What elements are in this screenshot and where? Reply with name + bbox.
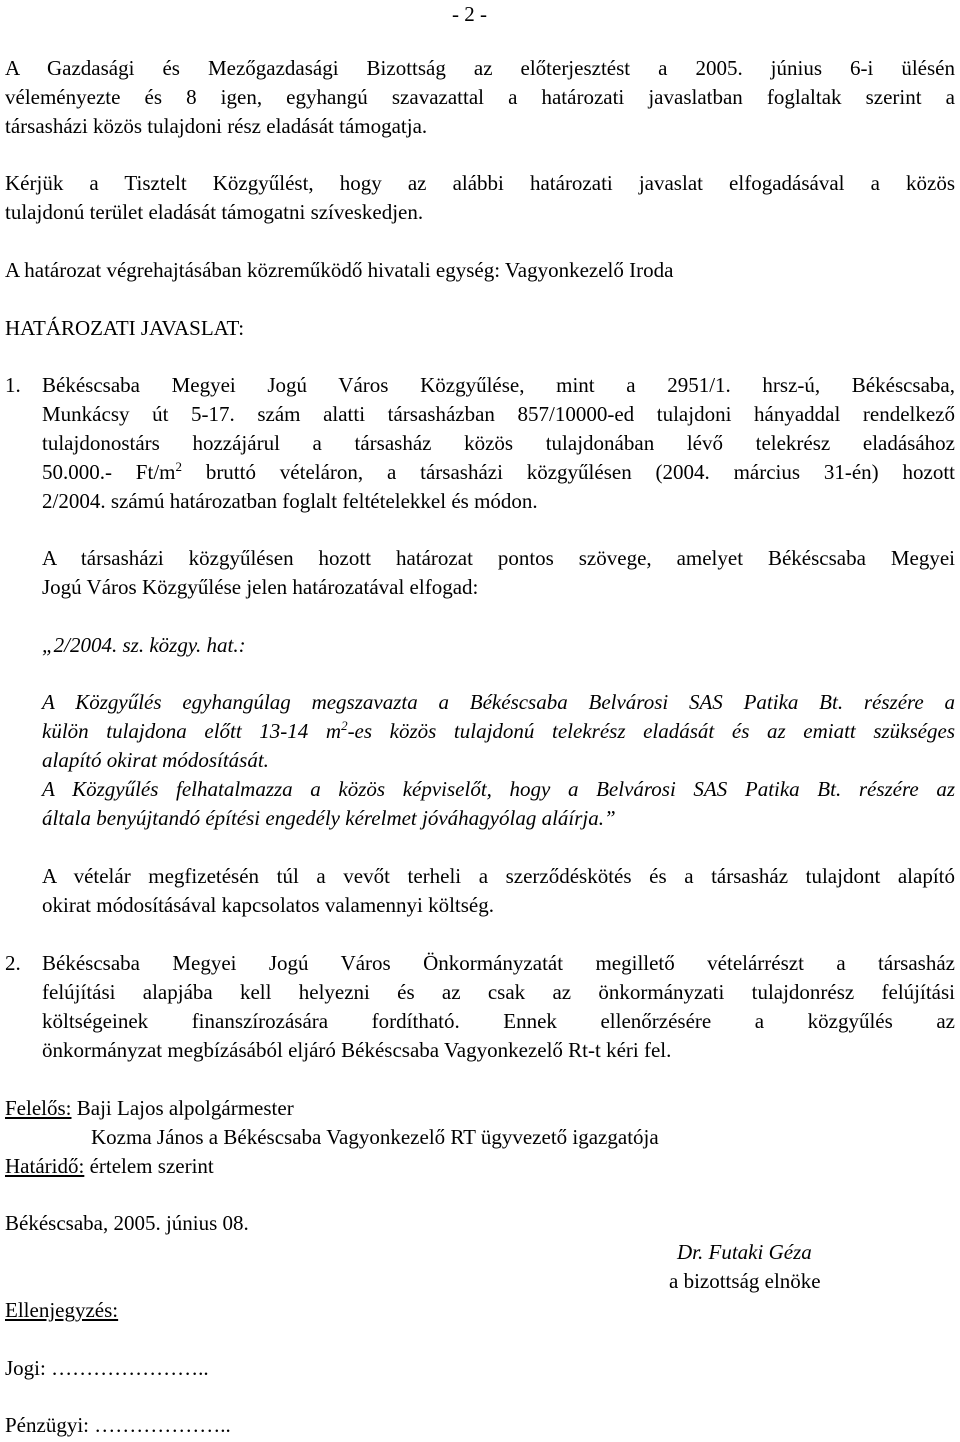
- item-1-number: 1.: [5, 373, 21, 397]
- deadline-line: [5, 1152, 214, 1180]
- responsible-value-1: Baji Lajos alpolgármester: [71, 1096, 294, 1120]
- item-2-line-4: önkormányzat megbízásából eljáró Békéscsaba Vagyonkezelő Rt-t kéri fel.: [42, 1038, 672, 1062]
- signatory-name: Dr. Futaki Géza: [677, 1240, 812, 1264]
- costs-line-1: A vételár megfizetésén túl a vevőt terheli a szerződéskötés és a társasház tulajdont alapító: [42, 864, 955, 888]
- quote-line-5: általa benyújtandó építési engedély kérelmet jóváhagyólag aláírja.”: [42, 806, 616, 830]
- quote-line-2-text-a: külön tulajdona előtt 13-14 m: [42, 719, 342, 743]
- square-exponent: 2: [175, 459, 182, 474]
- item-2-number: 2.: [5, 951, 21, 975]
- countersign-legal: Jogi: …………………..: [5, 1356, 209, 1380]
- quote-line-4: A Közgyűlés felhatalmazza a közös képviselőt, hogy a Belvárosi SAS Patika Bt. részére az: [42, 777, 955, 801]
- resolution-intro-line-1: A társasházi közgyűlésen hozott határozat pontos szövege, amelyet Békéscsaba Megyei: [42, 546, 955, 570]
- countersign-financial: Pénzügyi: ………………..: [5, 1413, 231, 1437]
- square-exponent: 2: [341, 718, 348, 733]
- costs-line-2: okirat módosításával kapcsolatos valamennyi költség.: [42, 893, 494, 917]
- responsible-line: [5, 1094, 294, 1122]
- place-date: Békéscsaba, 2005. június 08.: [5, 1211, 249, 1235]
- responsible-value-2: Kozma János a Békéscsaba Vagyonkezelő RT ügyvezető igazgatója: [91, 1125, 659, 1149]
- executor-line: A határozat végrehajtásában közreműködő hivatali egység: Vagyonkezelő Iroda: [5, 258, 674, 282]
- request-line-2: tulajdonú terület eladását támogatni szíveskedjen.: [5, 200, 424, 224]
- deadline-label: Határidő:: [5, 1154, 85, 1178]
- quote-line-1: A Közgyűlés egyhangúlag megszavazta a Békéscsaba Belvárosi SAS Patika Bt. részére a: [42, 690, 955, 714]
- quote-line-3: alapító okirat módosítását.: [42, 748, 269, 772]
- item-1-line-4: [42, 458, 955, 486]
- proposal-heading: HATÁROZATI JAVASLAT:: [5, 316, 245, 340]
- intro-line-3: társasházi közös tulajdoni rész eladását támogatja.: [5, 114, 428, 138]
- item-2-line-1: Békéscsaba Megyei Jogú Város Önkormányzatát megillető vételárrészt a társasház: [42, 951, 955, 975]
- quote-line-2-text-b: -es közös tulajdonú telekrész eladását és az emiatt szükséges: [347, 719, 955, 743]
- quote-line-2: [42, 717, 955, 745]
- signatory-title: a bizottság elnöke: [669, 1269, 821, 1293]
- item-1-line-2: Munkácsy út 5-17. szám alatti társasházban 857/10000-ed tulajdoni hányaddal rendelkező: [42, 402, 955, 426]
- item-2-line-2: felújítási alapjába kell helyezni és az csak az önkormányzati tulajdonrész felújítási: [42, 980, 955, 1004]
- intro-line-1: A Gazdasági és Mezőgazdasági Bizottság az előterjesztést a 2005. június 6-i ülésén: [5, 56, 955, 80]
- item-2-line-3: költségeinek finanszírozására fordítható. Ennek ellenőrzésére a közgyűlés az: [42, 1009, 955, 1033]
- item-1-line-3: tulajdonostárs hozzájárul a társasház közös tulajdonában lévő telekrész eladásához: [42, 431, 955, 455]
- request-line-1: Kérjük a Tisztelt Közgyűlést, hogy az alábbi határozati javaslat elfogadásával a közös: [5, 171, 955, 195]
- item-1-line-1: Békéscsaba Megyei Jogú Város Közgyűlése, mint a 2951/1. hrsz-ú, Békéscsaba,: [42, 373, 955, 397]
- deadline-value: értelem szerint: [84, 1154, 214, 1178]
- intro-line-2: véleményezte és 8 igen, egyhangú szavazattal a határozati javaslatban foglaltak szerint a: [5, 85, 955, 109]
- responsible-label: Felelős:: [5, 1096, 72, 1120]
- countersign-heading: Ellenjegyzés:: [5, 1298, 119, 1322]
- quote-heading: „2/2004. sz. közgy. hat.:: [42, 633, 246, 657]
- item-1-line-5: 2/2004. számú határozatban foglalt feltételekkel és módon.: [42, 489, 538, 513]
- item-1-line-4-text-a: 50.000.- Ft/m: [42, 460, 176, 484]
- resolution-intro-line-2: Jogú Város Közgyűlése jelen határozatával elfogad:: [42, 575, 479, 599]
- item-1-line-4-text-b: bruttó vételáron, a társasházi közgyűlésen (2004. március 31-én) hozott: [182, 460, 955, 484]
- page-number: - 2 -: [452, 2, 487, 26]
